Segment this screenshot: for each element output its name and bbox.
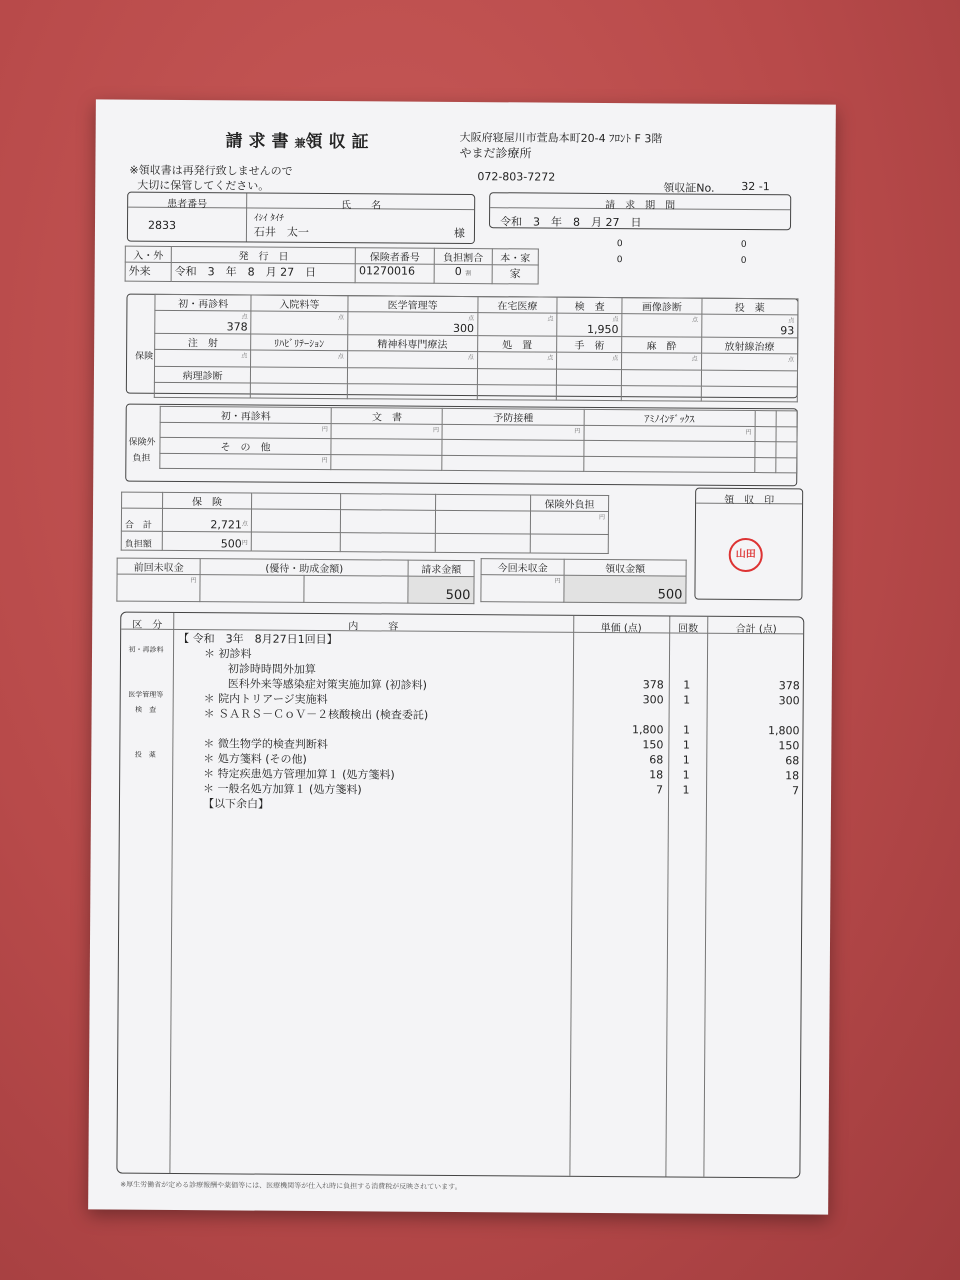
detail-price [576, 648, 664, 649]
ins-unit: 点 [691, 355, 698, 363]
detail-category: 投 薬 [134, 750, 156, 759]
detail-count: 1 [682, 768, 690, 782]
detail-price: 68 [649, 753, 664, 767]
prev-yen: 円 [190, 577, 197, 585]
detail-price: 300 [642, 693, 664, 707]
ins-unit: 点 [337, 314, 345, 322]
detail-category: 検 査 [135, 705, 157, 714]
ins-unit: 点 [241, 313, 248, 321]
received-table [480, 558, 686, 603]
detail-total [710, 649, 800, 650]
period-box [489, 192, 791, 230]
subsidy-label: (優待・助成金額) [200, 559, 408, 576]
ins-header: 画像診断 [622, 298, 702, 315]
detail-price: 150 [642, 738, 664, 752]
curr-unpaid-label: 今回未収金 [481, 559, 564, 576]
ins-value-text [255, 321, 344, 322]
clinic-phone: 072-803-7272 [477, 170, 556, 184]
detail-price [576, 708, 664, 709]
patient-id-label: 患者番号 [167, 198, 208, 211]
detail-count: 1 [682, 783, 690, 797]
total-unit: 点 [241, 520, 248, 528]
detail-text: 【以下余白】 [202, 797, 270, 811]
non-ins-empty [755, 427, 776, 442]
receipt-no: 32 -1 [741, 179, 770, 194]
non-ins-unit: 円 [745, 428, 752, 437]
ins-empty [701, 370, 797, 387]
received-label: 領収金額 [564, 559, 686, 576]
insurer-label: 保険者番号 [356, 248, 434, 265]
patient-box [127, 192, 475, 244]
non-ins-empty [776, 427, 797, 442]
ins-value [622, 353, 702, 371]
ins-header: 放射線治療 [701, 337, 797, 354]
totals-ins-label: 保 険 [163, 492, 252, 509]
detail-price-header: 単価 (点) [600, 622, 642, 635]
non-insurance-table [159, 406, 797, 473]
ins-empty [557, 369, 622, 385]
ins-empty [154, 382, 250, 398]
detail-total [710, 664, 800, 665]
received-amount: 500 [657, 587, 683, 603]
detail-count: 1 [682, 738, 690, 752]
ins-value-text: 93 [780, 324, 795, 338]
detail-text: 【 令和 3年 8月27日1回目】 [178, 632, 338, 647]
ins-value [477, 352, 557, 370]
non-ins-side-label1: 保険外 [128, 437, 156, 448]
ins-unit: 点 [612, 355, 619, 363]
detail-total: 7 [792, 784, 800, 798]
ratio: 0 [454, 264, 462, 278]
ins-empty [477, 369, 557, 386]
insurer-number: 01270016 [356, 264, 434, 284]
notice-line2: 大切に保管してください。 [137, 178, 270, 193]
detail-price: 7 [656, 783, 664, 797]
patient-honorific: 様 [453, 226, 466, 241]
billing-table [116, 558, 474, 604]
ins-unit: 点 [612, 316, 619, 324]
non-ins-empty [755, 411, 776, 427]
detail-total: 150 [778, 739, 800, 753]
notice-line1: ※領収書は再発行致しませんので [129, 163, 293, 178]
non-ins-value [442, 424, 583, 440]
detail-price: 18 [649, 768, 664, 782]
ins-value [251, 311, 347, 335]
detail-total: 68 [785, 754, 800, 768]
non-ins-header: ｱﾐﾉｲﾝﾃﾞｯｸｽ [584, 409, 755, 426]
ins-unit: 点 [788, 356, 795, 364]
non-ins-value [331, 424, 442, 440]
ins-header: 検 査 [557, 297, 622, 313]
non-ins-unit: 円 [321, 457, 328, 465]
title-main: 請求書 [225, 131, 295, 152]
ins-value-text: 378 [226, 320, 248, 334]
burden-label: 負担額 [121, 531, 162, 550]
detail-rows [119, 630, 804, 835]
ins-header: 手 術 [557, 336, 622, 352]
ins-empty [251, 367, 347, 384]
footer-note: ※厚生労働省が定める診療報酬や薬価等には、医療機関等が仕入れ時に負担する消費税が反映されています。 [120, 1180, 462, 1192]
ins-value-text: 1,950 [586, 322, 619, 337]
period-zero-3: 0 [616, 255, 623, 266]
detail-text: ＊ 初診料 [203, 647, 252, 661]
detail-text: ＊ 微生物学的検査判断料 [203, 737, 328, 752]
non-ins-unit: 円 [432, 426, 440, 434]
ratio-unit: 割 [465, 270, 472, 278]
family: 家 [492, 265, 538, 284]
ins-empty [621, 386, 701, 402]
detail-cat-header: 区 分 [132, 619, 163, 631]
period-zero-2: 0 [740, 239, 747, 250]
detail-count: 1 [683, 678, 691, 692]
ins-value [701, 353, 797, 371]
patient-name: 石井 太一 [253, 225, 310, 239]
hanko-stamp-icon: 山田 [729, 538, 763, 572]
non-ins-side-label2: 負担 [132, 453, 151, 464]
ins-unit: 点 [788, 317, 795, 325]
ins-value-text [626, 323, 698, 324]
ins-value [251, 350, 347, 368]
detail-total: 1,800 [767, 724, 800, 738]
ins-empty [251, 383, 347, 399]
stamp-label: 領 収 印 [724, 494, 775, 507]
ins-value [622, 314, 702, 338]
detail-text: 初診時時間外加算 [227, 662, 316, 676]
ins-value [477, 313, 557, 337]
receipt-no-label: 領収証No. [663, 181, 715, 195]
receipt-paper [88, 99, 836, 1214]
ins-header: 麻 酔 [622, 337, 702, 354]
detail-count: 1 [682, 723, 691, 737]
total-label: 合 計 [121, 508, 162, 531]
ins-unit: 点 [467, 354, 474, 362]
ins-value [155, 310, 251, 334]
ins-header: 処 置 [477, 336, 557, 353]
ins-value [155, 349, 251, 367]
ins-value [347, 312, 477, 336]
ins-header: 医学管理等 [348, 296, 478, 313]
clinic-name: やまだ診療所 [459, 145, 532, 161]
clinic-address: 大阪府寝屋川市萱島本町20-4 ﾌﾛﾝﾄ F 3階 [459, 130, 663, 146]
detail-price [576, 633, 664, 634]
ins-empty [556, 385, 621, 400]
ins-value [557, 352, 622, 369]
ins-header: 精神科専門療法 [347, 335, 477, 352]
detail-price [576, 663, 664, 664]
non-ins-unit: 円 [574, 427, 581, 435]
detail-text: ＊ 一般名処方加算１ (処方箋料) [203, 782, 362, 797]
non-ins-header: 初・再診料 [160, 406, 331, 423]
non-ins-unit: 円 [321, 426, 328, 434]
ins-header: 投 薬 [702, 298, 798, 315]
detail-text: ＊ ＳＡＲＳ－ＣｏＶ－２核酸検出 (検査委託) [203, 707, 429, 722]
ins-unit: 点 [468, 315, 475, 323]
issue-date-label: 発 行 日 [171, 246, 356, 263]
detail-total-header: 合計 (点) [735, 623, 777, 636]
detail-total [710, 709, 800, 710]
title-mid: 兼 [294, 136, 306, 150]
ins-value [347, 351, 477, 369]
prev-unpaid-label: 前回未収金 [117, 558, 200, 575]
detail-count: 1 [682, 753, 690, 767]
detail-category: 初・再診料 [128, 645, 164, 654]
inout: 外来 [125, 262, 171, 281]
ins-header: 初・再診料 [155, 294, 251, 311]
totals-nonins-label: 保険外負担 [531, 495, 609, 512]
detail-text: 医科外来等感染症対策実施加算 (初診料) [227, 677, 427, 692]
detail-text: ＊ 処方箋料 (その他) [203, 752, 307, 766]
insurance-table [154, 294, 799, 402]
non-ins-header: 予防接種 [443, 408, 584, 425]
detail-price: 1,800 [631, 723, 664, 737]
detail-total [710, 634, 800, 635]
burden-amount: 500 [220, 537, 242, 551]
issue-date: 令和 3 年 8 月 27 日 [171, 262, 356, 282]
period-zero-1: 0 [616, 239, 623, 250]
curr-yen: 円 [554, 577, 561, 585]
ins-value-text: 300 [452, 321, 475, 336]
total-points: 2,721 [210, 518, 242, 532]
billed-amount: 500 [445, 587, 471, 604]
patient-name-label: 氏 名 [341, 200, 382, 212]
inout-label: 入・外 [125, 246, 171, 262]
ins-value [557, 313, 622, 336]
nonins-yen: 円 [598, 513, 606, 521]
detail-total: 300 [778, 694, 800, 708]
totals-table [121, 492, 609, 554]
detail-price: 378 [642, 678, 664, 692]
detail-total [709, 799, 799, 800]
ins-unit: 点 [337, 353, 344, 361]
non-ins-value [160, 422, 331, 438]
ins-unit: 点 [547, 354, 554, 362]
ins-header: 入院料等 [251, 295, 347, 312]
period-date: 令和 3 年 8 月 27 日 [499, 215, 642, 230]
ins-unit: 点 [241, 352, 248, 360]
non-ins-other-label: そ の 他 [160, 437, 331, 454]
ins-empty [347, 384, 477, 400]
ins-empty [347, 368, 477, 385]
non-ins-empty [776, 411, 797, 427]
ins-header: 注 射 [155, 333, 251, 350]
detail-category: 医学管理等 [128, 690, 164, 699]
detail-total: 378 [778, 679, 800, 693]
burden-unit: 円 [241, 539, 248, 547]
ins-header: ﾘﾊﾋﾞﾘﾃｰｼｮﾝ [251, 334, 347, 351]
title-right: 領収証 [305, 131, 375, 153]
ins-header: 病理診断 [154, 366, 250, 383]
period-label: 請 求 期 間 [605, 199, 676, 212]
detail-price [575, 798, 663, 799]
detail-total: 18 [785, 769, 800, 783]
non-ins-header: 文 書 [331, 408, 442, 425]
billed-label: 請求金額 [408, 560, 474, 576]
period-zero-4: 0 [740, 255, 747, 266]
detail-content-header: 内 容 [348, 621, 399, 633]
ins-value-text [481, 322, 553, 323]
non-ins-value [584, 425, 755, 441]
patient-id: 2833 [147, 218, 177, 232]
detail-count: 1 [683, 693, 691, 707]
ins-empty [477, 385, 557, 401]
ins-empty [701, 386, 797, 402]
insurance-side-label: 保険 [135, 351, 154, 362]
issue-table [125, 246, 539, 285]
ratio-label: 負担割合 [434, 248, 492, 264]
ins-unit: 点 [547, 315, 554, 323]
patient-kana: ｲｼｲ ﾀｲﾁ [254, 213, 284, 224]
family-label: 本・家 [492, 249, 538, 265]
detail-text: ＊ 院内トリアージ実施料 [203, 692, 328, 707]
detail-text: ＊ 特定疾患処方管理加算１ (処方箋料) [203, 767, 395, 782]
ins-empty [622, 370, 702, 387]
ins-unit: 点 [691, 316, 699, 324]
ins-header: 在宅医療 [478, 297, 558, 314]
detail-count-header: 回数 [678, 623, 699, 635]
ins-value [701, 314, 798, 338]
